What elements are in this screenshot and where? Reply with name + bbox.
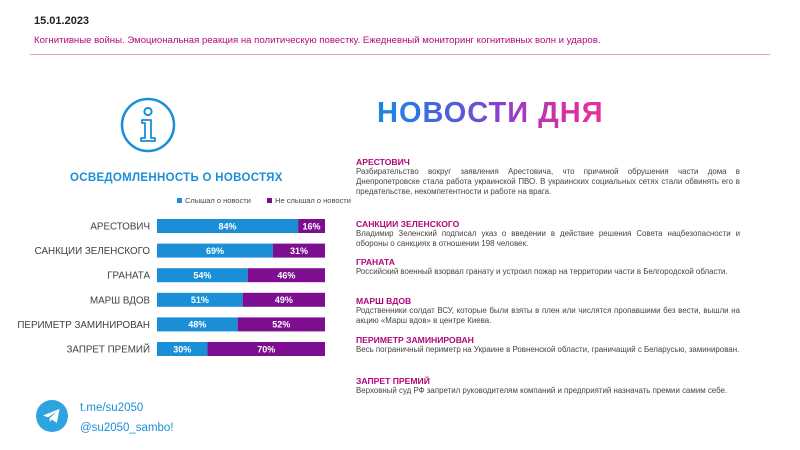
news-item-heading: САНКЦИИ ЗЕЛЕНСКОГО xyxy=(356,219,460,229)
bar-value-label: 30% xyxy=(173,344,192,355)
telegram-icon[interactable] xyxy=(36,400,68,432)
bar-value-label: 69% xyxy=(205,245,224,256)
news-item-heading: ПЕРИМЕТР ЗАМИНИРОВАН xyxy=(356,335,474,345)
bar-value-label: 16% xyxy=(302,221,321,232)
report-date: 15.01.2023 xyxy=(34,15,90,27)
bar-value-label: 51% xyxy=(190,295,209,306)
chart-title: ОСВЕДОМЛЕННОСТЬ О НОВОСТЯХ xyxy=(70,172,283,184)
news-item xyxy=(356,335,740,355)
news-item-text: Российский военный взорвал гранату и устроил пожар на территории части в Белгородской области. xyxy=(356,267,728,276)
news-item-text: Разбирательство вокруг заявления Арестовича, что причиной обрушения части дома в Днепропетровске стала работа украинской ПВО. В украинских социальных сетях стали обвинять его в предательстве, некомпетентности и работе на врага. xyxy=(356,167,740,196)
category-label: АРЕСТОВИЧ xyxy=(90,221,150,233)
chart-legend xyxy=(177,195,351,205)
category-label: МАРШ ВДОВ xyxy=(89,295,150,307)
category-label: ПЕРИМЕТР ЗАМИНИРОВАН xyxy=(17,319,150,331)
news-title: НОВОСТИ ДНЯ xyxy=(377,97,604,129)
info-circle-icon xyxy=(119,96,177,154)
bar-value-label: 52% xyxy=(272,319,291,330)
bar-value-label: 31% xyxy=(289,245,308,256)
category-label: ГРАНАТА xyxy=(107,270,150,282)
bar-value-label: 70% xyxy=(257,344,276,355)
news-item xyxy=(356,376,740,396)
footer-links xyxy=(80,398,174,438)
news-item-heading: АРЕСТОВИЧ xyxy=(356,157,410,167)
bar-value-label: 46% xyxy=(277,270,296,281)
category-label: САНКЦИИ ЗЕЛЕНСКОГО xyxy=(34,246,150,258)
news-item xyxy=(356,296,740,326)
bar-value-label: 54% xyxy=(193,270,212,281)
news-item-text: Владимир Зеленский подписал указ о введении в действие решения Совета нацбезопасности и обороны о санкциях в отношении 198 человек. xyxy=(356,229,740,248)
report-subtitle: Когнитивные войны. Эмоциональная реакция на политическую повестку. Ежедневный мониторинг когнитивных волн и ударов. xyxy=(34,35,601,46)
news-item-text: Родственники солдат ВСУ, которые были взяты в плен или числятся пропавшими без вести, вышли на акцию «Марш вдов» в центре Киева. xyxy=(356,306,740,325)
awareness-bar-chart xyxy=(0,212,340,362)
bar-value-label: 48% xyxy=(188,319,207,330)
legend-label-not-heard: Не слышал о новости xyxy=(275,195,351,205)
bar-value-label: 84% xyxy=(218,221,237,232)
category-label: ЗАПРЕТ ПРЕМИЙ xyxy=(66,344,150,356)
legend-swatch-heard xyxy=(177,198,182,203)
telegram-channel-link[interactable]: t.me/su2050 xyxy=(80,402,144,414)
news-item-text: Верховный суд РФ запретил руководителям компаний и предприятий назначать премии самим себе. xyxy=(356,386,728,395)
legend-label-heard: Слышал о новости xyxy=(185,195,251,205)
news-item-heading: ЗАПРЕТ ПРЕМИЙ xyxy=(356,376,430,386)
header-divider xyxy=(30,54,770,55)
news-item xyxy=(356,219,740,249)
news-item-heading: ГРАНАТА xyxy=(356,257,395,267)
news-item xyxy=(356,257,740,277)
news-item-text: Весь пограничный периметр на Украине в Ровненской области, граничащий с Беларусью, заминирован. xyxy=(356,345,740,354)
news-item xyxy=(356,157,740,197)
telegram-handle-link[interactable]: @su2050_sambo! xyxy=(80,422,174,434)
news-item-heading: МАРШ ВДОВ xyxy=(356,296,412,306)
bar-value-label: 49% xyxy=(274,295,293,306)
legend-swatch-not-heard xyxy=(267,198,272,203)
